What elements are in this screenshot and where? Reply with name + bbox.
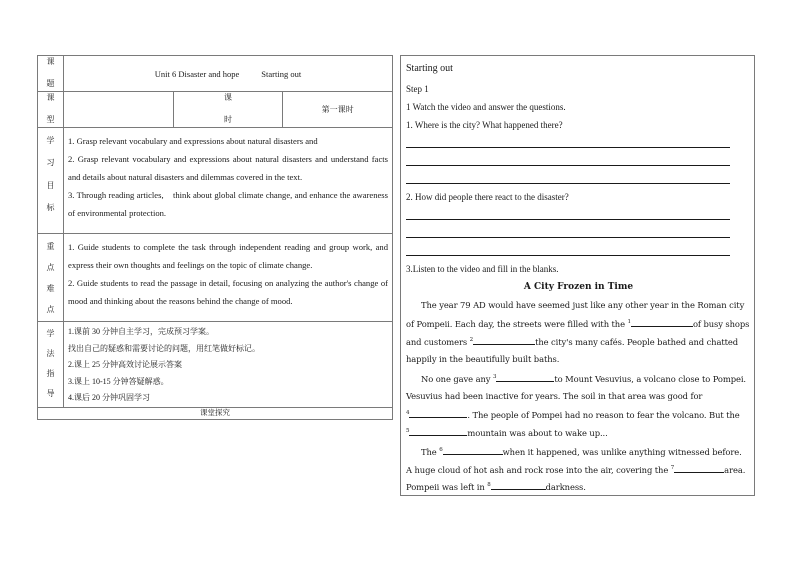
article-line <box>406 354 753 364</box>
label-char: 难 <box>46 284 55 294</box>
method-1b: 找出自己的疑惑和需要讨论的问题，用红笔做好标记。 <box>68 343 260 353</box>
blank-number: 5 <box>406 428 410 434</box>
objective-1: 1. Grasp relevant vocabulary and expressions about natural disasters and <box>68 136 318 146</box>
unit-title: Unit 6 Disaster and hope <box>154 68 240 79</box>
answer-line[interactable] <box>406 237 730 238</box>
objective-2: 2. Grasp relevant vocabulary and expressions about natural disasters and understand facts and details about natural disasters and dilemmas covered in the text. <box>68 154 388 182</box>
step-label: Step 1 <box>406 84 429 94</box>
label-char: 目 <box>46 180 55 190</box>
key-point-2: 2. Guide students to read the passage in detail, focusing on analyzing the author's change of mood and thinking about the reasons behind the change of mood. <box>68 278 388 306</box>
footer-row <box>38 407 393 419</box>
period-value: 第一课时 <box>283 92 393 128</box>
blank-4[interactable] <box>409 409 467 418</box>
method-3: 3.课上 10-15 分钟答疑解惑。 <box>68 376 169 386</box>
answer-line[interactable] <box>406 255 730 256</box>
blank-6[interactable] <box>443 446 503 455</box>
label-char: 指 <box>46 369 55 379</box>
blank-number: 6 <box>439 447 443 453</box>
article-line <box>421 373 768 384</box>
methods-row <box>38 322 393 408</box>
article-line <box>406 427 753 438</box>
method-1: 1.课前 30 分钟自主学习，完成预习学案。 <box>68 327 214 336</box>
blank-2[interactable] <box>473 336 535 345</box>
method-4: 4.课后 20 分钟巩固学习 <box>68 393 150 402</box>
method-2: 2.课上 25 分钟高效讨论展示答案 <box>68 360 182 369</box>
section-title: Starting out <box>261 68 302 79</box>
article-text: Pompeii was left in <box>406 482 488 492</box>
blank-7[interactable] <box>674 464 724 473</box>
article-text: . The people of Pompei had no reason to fear the volcano. But the <box>467 410 740 420</box>
article-line <box>406 391 753 401</box>
blank-number: 2 <box>469 337 474 343</box>
article-text: mountain was about to wake up... <box>467 428 608 438</box>
article-line <box>406 464 753 475</box>
article-text: The <box>421 447 440 457</box>
answer-line[interactable] <box>406 147 730 148</box>
key-point-1: 1. Guide students to complete the task through independent reading and group work, and express their own thoughts and feelings on the topic of climate change. <box>68 242 388 270</box>
blank-number: 7 <box>670 465 675 471</box>
blank-1[interactable] <box>631 318 693 327</box>
article-text: Vesuvius had been inactive for years. The soil in that area was good for <box>406 391 703 401</box>
type-label <box>38 92 64 128</box>
type-row <box>38 92 393 128</box>
article-line <box>421 446 768 457</box>
worksheet-heading: Starting out <box>406 63 453 74</box>
answer-line[interactable] <box>406 165 730 166</box>
article-line <box>406 481 753 492</box>
objectives-row <box>38 128 393 234</box>
label-char: 习 <box>46 158 55 168</box>
article-text: and customers <box>406 337 470 347</box>
blank-3[interactable] <box>496 373 554 382</box>
article-text: to Mount Vesuvius, a volcano close to Pompei. <box>554 374 746 384</box>
article-text: when it happened, was unlike anything witnessed before. <box>502 447 742 457</box>
article-text: The year 79 AD would have seemed just like any other year in the Roman city <box>421 300 745 310</box>
article-text: darkness. <box>545 482 586 492</box>
label-char: 时 <box>223 115 232 124</box>
label-char: 学 <box>46 136 55 146</box>
blank-number: 1 <box>627 319 631 325</box>
methods-label <box>38 322 64 408</box>
type-value <box>64 92 174 128</box>
period-label <box>173 92 283 128</box>
question-2: 2. How did people there react to the disaster? <box>406 192 569 202</box>
article-text: A huge cloud of hot ash and rock rose into the air, covering the <box>406 465 671 475</box>
blank-number: 3 <box>492 374 497 380</box>
article-text: No one gave any <box>421 374 493 384</box>
lesson-plan-table <box>37 55 393 420</box>
label-char: 重 <box>46 241 55 251</box>
label-char: 题 <box>46 79 55 88</box>
blank-5[interactable] <box>409 427 467 436</box>
label-char: 课 <box>223 93 232 102</box>
key-points-content <box>64 234 393 322</box>
key-points-row <box>38 234 393 322</box>
article-text: happily in the beautifully built baths. <box>406 354 560 364</box>
label-char: 导 <box>46 389 55 399</box>
article-title: A City Frozen in Time <box>523 282 634 292</box>
article-line <box>406 409 753 420</box>
class-exploration-label: 课堂探究 <box>38 407 393 419</box>
label-char: 点 <box>46 305 55 315</box>
blank-number: 4 <box>406 410 410 416</box>
topic-value <box>64 56 393 92</box>
article-line <box>421 300 753 310</box>
label-char: 标 <box>46 202 55 212</box>
instruction-1: 1 Watch the video and answer the questions. <box>406 102 566 112</box>
instruction-3: 3.Listen to the video and fill in the blanks. <box>406 264 559 274</box>
article-text: of busy shops <box>692 319 750 329</box>
blank-8[interactable] <box>491 481 546 490</box>
blank-number: 8 <box>487 482 491 488</box>
topic-label <box>38 56 64 92</box>
objectives-label <box>38 128 64 234</box>
methods-content <box>64 322 393 408</box>
label-char: 学 <box>46 329 55 339</box>
answer-line[interactable] <box>406 219 730 220</box>
label-char: 型 <box>46 115 55 124</box>
article-line <box>406 336 753 347</box>
label-char: 点 <box>46 262 55 272</box>
question-1: 1. Where is the city? What happened there? <box>406 120 563 130</box>
topic-row <box>38 56 393 92</box>
label-char: 课 <box>46 93 55 102</box>
key-points-label <box>38 234 64 322</box>
article-text: area. <box>724 465 746 475</box>
label-char: 课 <box>46 57 55 66</box>
objectives-content <box>64 128 393 234</box>
article-text: the city's many cafés. People bathed and chatted <box>535 337 739 347</box>
objective-3: 3. Through reading articles, think about global climate change, and enhance the awareness of environmental protection. <box>68 190 391 218</box>
article-line <box>406 318 753 329</box>
answer-line[interactable] <box>406 183 730 184</box>
article-text: of Pompeii. Each day, the streets were filled with the <box>406 319 628 329</box>
label-char: 法 <box>46 349 55 359</box>
worksheet-panel <box>400 55 755 496</box>
